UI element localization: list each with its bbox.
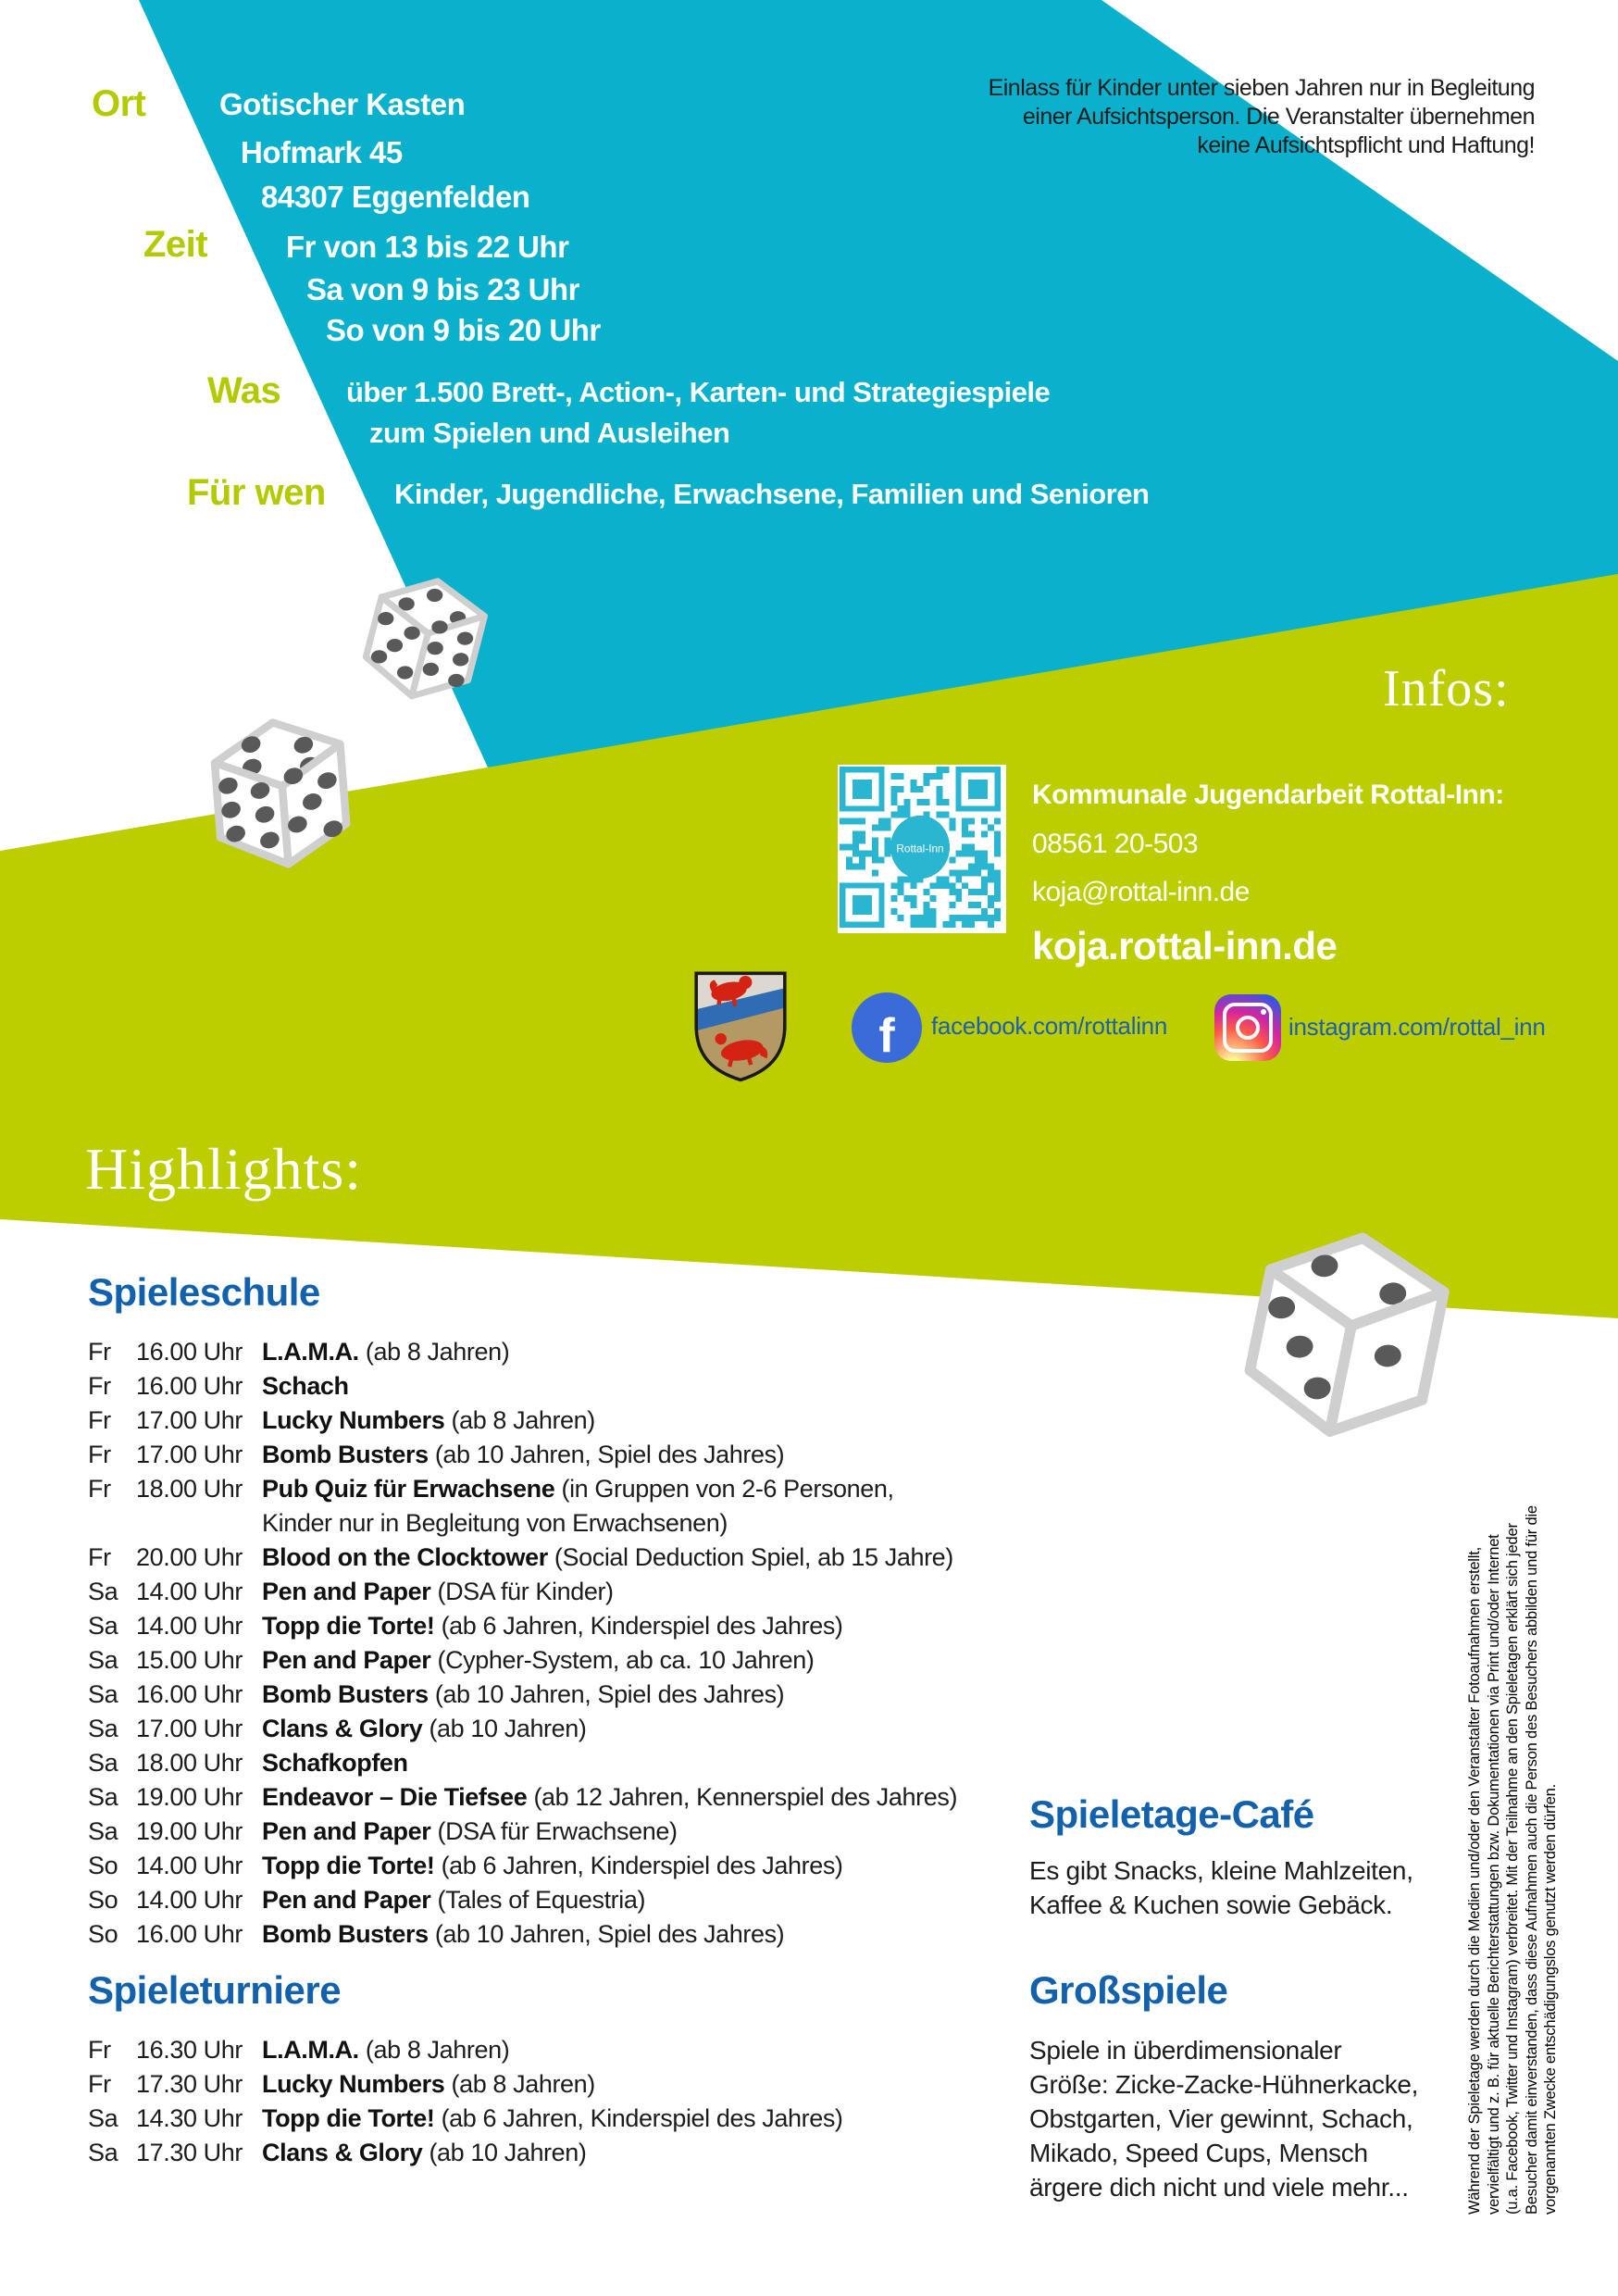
- contact-phone[interactable]: 08561 20-503: [1032, 829, 1199, 859]
- game-title: Lucky Numbers: [262, 2070, 445, 2098]
- schedule-row: [88, 1780, 1060, 1815]
- game-note: (ab 8 Jahren): [365, 2036, 510, 2064]
- grossspiele-line: ärgere dich nicht und viele mehr...: [1029, 2173, 1409, 2202]
- schedule-entry: [262, 1849, 1060, 1883]
- schedule-row: [88, 1541, 1060, 1575]
- game-note: (ab 10 Jahren, Spiel des Jahres): [434, 1920, 785, 1948]
- game-title: Pen and Paper: [262, 1646, 431, 1674]
- schedule-day: Sa: [88, 1612, 118, 1640]
- zeit-label: Zeit: [143, 224, 208, 265]
- cafe-line: Kaffee & Kuchen sowie Gebäck.: [1029, 1890, 1393, 1919]
- game-title: Endeavor – Die Tiefsee: [262, 1783, 528, 1811]
- instagram-link[interactable]: instagram.com/rottal_inn: [1288, 1013, 1546, 1041]
- schedule-time: 16.30 Uhr: [136, 2036, 243, 2064]
- spieleturniere-schedule: [88, 2033, 1060, 2170]
- schedule-time: 16.00 Uhr: [136, 1680, 243, 1708]
- offer-line-1: über 1.500 Brett-, Action-, Karten- und Strategiespiele: [346, 376, 1051, 408]
- legal-line: Während der Spieletage werden durch die Medien und/oder den Veranstalter Fotoaufnahmen erstellt,: [1466, 1546, 1483, 2215]
- facebook-link[interactable]: facebook.com/rottalinn: [931, 1012, 1167, 1040]
- schedule-row: [88, 1712, 1060, 1746]
- schedule-time: 17.30 Uhr: [136, 2139, 243, 2166]
- contact-website[interactable]: koja.rottal-inn.de: [1032, 924, 1338, 967]
- game-note: (ab 6 Jahren, Kinderspiel des Jahres): [441, 2104, 843, 2132]
- schedule-entry: [262, 1780, 1060, 1815]
- game-title: Pub Quiz für Erwachsene: [262, 1475, 555, 1503]
- schedule-day: Fr: [88, 1475, 111, 1503]
- schedule-time: 16.00 Uhr: [136, 1338, 243, 1366]
- coat-of-arms-rottal-inn: [685, 968, 796, 1083]
- was-label: Was: [207, 370, 281, 411]
- grossspiele-line: Spiele in überdimensionaler: [1029, 2036, 1342, 2065]
- schedule-time: 17.00 Uhr: [136, 1441, 243, 1468]
- schedule-entry: [262, 1369, 1060, 1404]
- schedule-row: [88, 1472, 1060, 1541]
- schedule-time: 17.00 Uhr: [136, 1715, 243, 1742]
- schedule-entry: [262, 2102, 1060, 2136]
- schedule-entry: [262, 1404, 1060, 1438]
- legal-line: (u.a. Facebook, Twitter und Instagram) verbreitet. Mit der Teilnahme an den Spieletagen erklärt sich jeder: [1504, 1523, 1521, 2215]
- schedule-row: [88, 1678, 1060, 1712]
- game-title: Clans & Glory: [262, 1715, 423, 1742]
- schedule-entry: [262, 1815, 1060, 1849]
- schedule-row: [88, 1746, 1060, 1780]
- schedule-day: So: [88, 1920, 118, 1948]
- schedule-time: 14.00 Uhr: [136, 1578, 243, 1605]
- game-title: Pen and Paper: [262, 1886, 431, 1914]
- schedule-day: Fr: [88, 1372, 111, 1400]
- schedule-time: 14.30 Uhr: [136, 2104, 243, 2132]
- schedule-entry: [262, 1438, 1060, 1472]
- schedule-row: [88, 2102, 1060, 2136]
- venue-name: Gotischer Kasten: [219, 87, 466, 121]
- child-admission-disclaimer: [831, 74, 1535, 160]
- facebook-icon[interactable]: f: [852, 992, 922, 1063]
- schedule-day: Sa: [88, 2104, 118, 2132]
- schedule-entry: [262, 1746, 1060, 1780]
- schedule-time: 14.00 Uhr: [136, 1612, 243, 1640]
- offer-line-2: zum Spielen und Ausleihen: [369, 417, 730, 449]
- grossspiele-line: Mikado, Speed Cups, Mensch: [1029, 2139, 1368, 2167]
- game-note: (Tales of Equestria): [437, 1886, 646, 1914]
- schedule-day: Sa: [88, 1783, 118, 1811]
- game-note: (ab 8 Jahren): [451, 1406, 595, 1434]
- disclaimer-line: keine Aufsichtspflicht und Haftung!: [1197, 132, 1535, 158]
- section-title-spieleturniere: Spieleturniere: [88, 1968, 342, 2012]
- game-note: (ab 10 Jahren, Spiel des Jahres): [434, 1441, 785, 1468]
- schedule-entry: [262, 2067, 1060, 2102]
- highlights-heading: Highlights:: [85, 1136, 363, 1202]
- schedule-day: Sa: [88, 1817, 118, 1845]
- venue-city: 84307 Eggenfelden: [261, 180, 530, 214]
- dice-illustration-small-2: [166, 680, 398, 913]
- game-title: Pen and Paper: [262, 1578, 431, 1605]
- schedule-row: [88, 1369, 1060, 1404]
- disclaimer-line: einer Aufsichtsperson. Die Veranstalter übernehmen: [1022, 104, 1535, 130]
- schedule-time: 14.00 Uhr: [136, 1852, 243, 1879]
- ort-label: Ort: [92, 83, 146, 124]
- game-title: Bomb Busters: [262, 1680, 429, 1708]
- schedule-row: [88, 1883, 1060, 1917]
- section-title-grossspiele: Großspiele: [1029, 1968, 1228, 2012]
- schedule-row: [88, 1917, 1060, 1952]
- schedule-time: 16.00 Uhr: [136, 1920, 243, 1948]
- instagram-icon[interactable]: [1214, 994, 1281, 1061]
- game-note-continued: Kinder nur in Begleitung von Erwachsenen): [262, 1509, 728, 1537]
- infos-heading: Infos:: [1383, 660, 1510, 718]
- schedule-time: 18.00 Uhr: [136, 1749, 243, 1777]
- schedule-time: 14.00 Uhr: [136, 1886, 243, 1914]
- fuer-wen-label: Für wen: [187, 472, 326, 513]
- schedule-row: [88, 1438, 1060, 1472]
- schedule-day: Sa: [88, 1749, 118, 1777]
- schedule-row: [88, 1815, 1060, 1849]
- section-title-spieleschule: Spieleschule: [88, 1270, 320, 1314]
- schedule-row: [88, 1404, 1060, 1438]
- game-title: Bomb Busters: [262, 1441, 429, 1468]
- schedule-row: [88, 2136, 1060, 2170]
- game-note: (DSA für Erwachsene): [437, 1817, 678, 1845]
- schedule-entry: [262, 1575, 1060, 1609]
- game-title: Bomb Busters: [262, 1920, 429, 1948]
- schedule-day: So: [88, 1886, 118, 1914]
- legal-line: vorgenannten Zwecke entschädigungslos genutzt werden dürfen.: [1542, 1784, 1559, 2215]
- schedule-day: Fr: [88, 2070, 111, 2098]
- schedule-time: 15.00 Uhr: [136, 1646, 243, 1674]
- grossspiele-description: [1029, 2033, 1474, 2204]
- schedule-day: Sa: [88, 1715, 118, 1742]
- grossspiele-line: Größe: Zicke-Zacke-Hühnerkacke,: [1029, 2070, 1419, 2099]
- schedule-day: Fr: [88, 1441, 111, 1468]
- game-note: (ab 10 Jahren): [429, 1715, 587, 1742]
- game-note: (Cypher-System, ab ca. 10 Jahren): [437, 1646, 815, 1674]
- hours-saturday: Sa von 9 bis 23 Uhr: [306, 272, 579, 306]
- schedule-entry: [262, 1678, 1060, 1712]
- audience-line: Kinder, Jugendliche, Erwachsene, Familien und Senioren: [394, 478, 1150, 510]
- game-title: Blood on the Clocktower: [262, 1543, 548, 1571]
- schedule-entry: [262, 1609, 1060, 1643]
- schedule-time: 18.00 Uhr: [136, 1475, 243, 1503]
- schedule-day: Sa: [88, 1646, 118, 1674]
- contact-email[interactable]: koja@rottal-inn.de: [1032, 877, 1250, 907]
- game-note: (ab 10 Jahren): [429, 2139, 587, 2166]
- schedule-entry: [262, 1917, 1060, 1952]
- venue-street: Hofmark 45: [241, 135, 403, 169]
- game-title: L.A.M.A.: [262, 2036, 359, 2064]
- grossspiele-line: Obstgarten, Vier gewinnt, Schach,: [1029, 2104, 1413, 2133]
- legal-line: vervielfältigt und z. B. für aktuelle Berichterstattungen bzw. Dokumentationen via Print und/oder Internet: [1485, 1534, 1502, 2215]
- schedule-time: 19.00 Uhr: [136, 1817, 243, 1845]
- game-note: (in Gruppen von 2-6 Personen,: [561, 1475, 894, 1503]
- game-note: (Social Deduction Spiel, ab 15 Jahre): [554, 1543, 953, 1571]
- schedule-day: Fr: [88, 1406, 111, 1434]
- schedule-day: Fr: [88, 1338, 111, 1366]
- contact-organization: Kommunale Jugendarbeit Rottal-Inn:: [1032, 780, 1504, 810]
- game-note: (ab 12 Jahren, Kennerspiel des Jahres): [533, 1783, 958, 1811]
- game-note: (ab 8 Jahren): [365, 1338, 510, 1366]
- legal-line: Besucher damit einverstanden, dass diese Aufnahmen auch die Person des Besuchers abbilden und für die: [1523, 1505, 1540, 2215]
- schedule-row: [88, 1849, 1060, 1883]
- game-note: (ab 10 Jahren, Spiel des Jahres): [434, 1680, 785, 1708]
- schedule-entry: [262, 1541, 1060, 1575]
- schedule-entry: [262, 1712, 1060, 1746]
- game-title: Lucky Numbers: [262, 1406, 445, 1434]
- schedule-day: Sa: [88, 1578, 118, 1605]
- schedule-entry: [262, 2136, 1060, 2170]
- schedule-row: [88, 2067, 1060, 2102]
- schedule-entry: [262, 1883, 1060, 1917]
- schedule-entry: [262, 1335, 1060, 1369]
- schedule-day: Sa: [88, 1680, 118, 1708]
- schedule-time: 16.00 Uhr: [136, 1372, 243, 1400]
- game-title: Topp die Torte!: [262, 1612, 435, 1640]
- schedule-time: 19.00 Uhr: [136, 1783, 243, 1811]
- game-title: Topp die Torte!: [262, 1852, 435, 1879]
- game-note: (ab 6 Jahren, Kinderspiel des Jahres): [441, 1852, 843, 1879]
- game-note: (DSA für Kinder): [437, 1578, 614, 1605]
- schedule-day: Sa: [88, 2139, 118, 2166]
- cafe-description: [1029, 1853, 1474, 1922]
- game-title: Topp die Torte!: [262, 2104, 435, 2132]
- schedule-entry: [262, 2033, 1060, 2067]
- game-title: Pen and Paper: [262, 1817, 431, 1845]
- schedule-time: 20.00 Uhr: [136, 1543, 243, 1571]
- game-title: Schafkopfen: [262, 1749, 408, 1777]
- schedule-row: [88, 1643, 1060, 1678]
- schedule-entry: [262, 1643, 1060, 1678]
- section-title-cafe: Spieletage-Café: [1029, 1792, 1314, 1836]
- schedule-row: [88, 2033, 1060, 2067]
- disclaimer-line: Einlass für Kinder unter sieben Jahren nur in Begleitung: [988, 75, 1535, 101]
- cafe-line: Es gibt Snacks, kleine Mahlzeiten,: [1029, 1856, 1413, 1885]
- game-title: L.A.M.A.: [262, 1338, 359, 1366]
- hours-sunday: So von 9 bis 20 Uhr: [326, 313, 601, 347]
- dice-illustration-large: [1183, 1176, 1512, 1504]
- svg-text:Rottal-Inn: Rottal-Inn: [896, 842, 944, 855]
- schedule-row: [88, 1575, 1060, 1609]
- spieleschule-schedule: [88, 1335, 1060, 1952]
- qr-code[interactable]: [838, 765, 1006, 933]
- schedule-entry: [262, 1472, 1060, 1541]
- game-note: (ab 6 Jahren, Kinderspiel des Jahres): [441, 1612, 843, 1640]
- game-title: Clans & Glory: [262, 2139, 423, 2166]
- hours-friday: Fr von 13 bis 22 Uhr: [286, 230, 569, 264]
- schedule-day: So: [88, 1852, 118, 1879]
- schedule-day: Fr: [88, 1543, 111, 1571]
- schedule-row: [88, 1609, 1060, 1643]
- photo-consent-legal-text: [1465, 1437, 1571, 2215]
- schedule-time: 17.00 Uhr: [136, 1406, 243, 1434]
- schedule-row: [88, 1335, 1060, 1369]
- schedule-time: 17.30 Uhr: [136, 2070, 243, 2098]
- schedule-day: Fr: [88, 2036, 111, 2064]
- game-title: Schach: [262, 1372, 349, 1400]
- game-note: (ab 8 Jahren): [451, 2070, 595, 2098]
